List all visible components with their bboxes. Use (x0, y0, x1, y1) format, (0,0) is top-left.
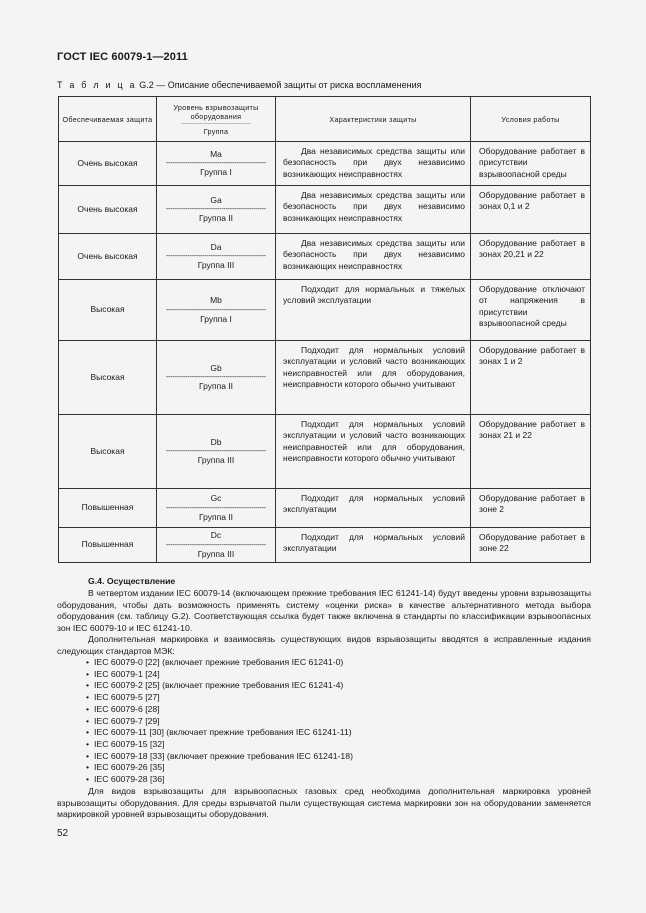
cell-protection: Высокая (59, 341, 157, 415)
level-divider: ----------------------------------------------- (165, 253, 267, 260)
cell-conditions: Оборудование работает в присутствии взрывоопасной среды (471, 142, 591, 186)
cell-protection: Очень высокая (59, 142, 157, 186)
section-title: G.4. Осуществление (88, 576, 176, 586)
level-group: Группа III (197, 455, 235, 465)
standards-list (86, 657, 353, 786)
table-row (59, 234, 591, 280)
section-paragraph-1: В четвертом издании IEC 60079-14 (включающем прежние требования IEC 61241-14) будут введены уровни взрывозащиты оборудования, чтобы дать возможность применять систему «оценки риска» в качестве альтернативного метода выбора оборудования (см. таблицу G.2). Соответствующая ссылка будет также включена в стандарты по классификации взрывоопасных зон IEC 60079-10 и IEC 61241-10. (57, 588, 591, 633)
table-caption-label: Т а б л и ц а (57, 80, 137, 90)
table-row (59, 489, 591, 528)
level-group: Группа II (198, 511, 234, 522)
level-group: Группа I (200, 167, 232, 177)
header-level (157, 97, 276, 142)
level-group: Группа III (197, 548, 235, 559)
header-conditions: Условия работы (471, 97, 591, 142)
level-divider: ----------------------------------------------- (165, 541, 267, 549)
list-item: • IEC 60079-1 [24] (86, 669, 353, 681)
list-item: • IEC 60079-5 [27] (86, 692, 353, 704)
page-number: 52 (57, 828, 69, 839)
document-header: ГОСТ IEC 60079-1—2011 (57, 51, 188, 63)
cell-level (157, 280, 276, 341)
list-item: • IEC 60079-15 [32] (86, 739, 353, 751)
table-row (59, 142, 591, 186)
level-code: Ga (210, 194, 222, 205)
cell-protection: Высокая (59, 280, 157, 341)
level-group: Группа III (197, 260, 235, 270)
level-divider: ----------------------------------------------- (165, 306, 267, 314)
header-level-group: Группа (203, 126, 229, 136)
level-code: Ma (210, 148, 222, 159)
cell-characteristics: Два независимых средства защиты или безопасность при двух независимо возникающих неисправностях (276, 186, 471, 234)
level-code: Da (210, 241, 222, 252)
list-item: • IEC 60079-11 [30] (включает прежние требования IEC 61241-11) (86, 727, 353, 739)
table-row (59, 341, 591, 415)
cell-conditions: Оборудование работает в зонах 21 и 22 (471, 415, 591, 489)
cell-characteristics: Два независимых средства защиты или безопасность при двух независимо возникающих неисправностях (276, 234, 471, 280)
level-divider: ----------------------------------------------- (165, 206, 267, 213)
cell-level (157, 142, 276, 186)
protection-table (58, 96, 591, 563)
list-item: • IEC 60079-28 [36] (86, 774, 353, 786)
cell-level (157, 528, 276, 563)
cell-level (157, 186, 276, 234)
level-group: Группа I (200, 313, 232, 324)
level-group: Группа II (198, 213, 234, 223)
level-code: Gc (210, 493, 222, 504)
level-code: Db (210, 436, 222, 447)
cell-conditions: Оборудование работает в зонах 1 и 2 (471, 341, 591, 415)
cell-protection: Повышенная (59, 489, 157, 528)
cell-characteristics: Подходит для нормальных условий эксплуатации (276, 528, 471, 563)
level-divider: ----------------------------------------------- (165, 504, 267, 512)
header-protection: Обеспечиваемая защита (59, 97, 157, 142)
table-row (59, 186, 591, 234)
cell-protection: Очень высокая (59, 234, 157, 280)
cell-level (157, 341, 276, 415)
cell-conditions: Оборудование работает в зоне 2 (471, 489, 591, 528)
cell-protection: Высокая (59, 415, 157, 489)
cell-level (157, 489, 276, 528)
cell-level (157, 234, 276, 280)
table-row (59, 280, 591, 341)
header-level-separator: ------------------------------------------ (181, 120, 251, 127)
level-group: Группа II (198, 381, 234, 391)
cell-level (157, 415, 276, 489)
table-row (59, 415, 591, 489)
list-item: • IEC 60079-6 [28] (86, 704, 353, 716)
cell-characteristics: Два независимых средства защиты или безопасность при двух независимо возникающих неисправностях (276, 142, 471, 186)
cell-protection: Очень высокая (59, 186, 157, 234)
table-caption (57, 80, 422, 90)
list-item: • IEC 60079-7 [29] (86, 716, 353, 728)
cell-characteristics: Подходит для нормальных и тяжелых условий эксплуатации (276, 280, 471, 341)
cell-characteristics: Подходит для нормальных условий эксплуатации и условий часто возникающих неисправностей или для оборудования, неисправности которого обычно учитывают (276, 415, 471, 489)
section-paragraph-3: Для видов взрывозащиты для взрывоопасных газовых сред необходима дополнительная маркировка уровней взрывозащиты оборудования. Для среды взрывчатой пыли существующая система маркировки зон на оборудовании заменяется маркировкой уровней взрывозащиты оборудования. (57, 786, 591, 820)
table-header-row (59, 97, 591, 142)
table-row (59, 528, 591, 563)
level-divider: ----------------------------------------------- (165, 374, 267, 381)
cell-protection: Повышенная (59, 528, 157, 563)
list-item: • IEC 60079-26 [35] (86, 762, 353, 774)
level-code: Dc (210, 530, 222, 541)
cell-conditions: Оборудование работает в зонах 0,1 и 2 (471, 186, 591, 234)
level-code: Gb (210, 362, 222, 373)
cell-conditions: Оборудование работает в зонах 20,21 и 22 (471, 234, 591, 280)
list-item: • IEC 60079-18 [33] (включает прежние требования IEC 61241-18) (86, 751, 353, 763)
level-code: Mb (210, 295, 222, 306)
cell-conditions: Оборудование отключают от напряжения в присутствии взрывоопасной среды (471, 280, 591, 341)
list-item: • IEC 60079-2 [25] (включает прежние требования IEC 61241-4) (86, 680, 353, 692)
cell-conditions: Оборудование работает в зоне 22 (471, 528, 591, 563)
level-divider: ----------------------------------------------- (165, 160, 267, 167)
header-level-title: Уровень взрывозащиты оборудования (173, 102, 259, 121)
section-paragraph-2: Дополнительная маркировка и взаимосвязь существующих видов взрывозащиты вводятся в исправленные издания следующих стандартов МЭК: (57, 634, 591, 656)
list-item: • IEC 60079-0 [22] (включает прежние требования IEC 61241-0) (86, 657, 353, 669)
header-characteristics: Характеристики защиты (276, 97, 471, 142)
table-caption-text: G.2 — Описание обеспечиваемой защиты от риска воспламенения (136, 80, 422, 90)
level-divider: ----------------------------------------------- (165, 448, 267, 455)
cell-characteristics: Подходит для нормальных условий эксплуатации и условий часто возникающих неисправностей или для оборудования, неисправности которого обычно учитывают (276, 341, 471, 415)
cell-characteristics: Подходит для нормальных условий эксплуатации (276, 489, 471, 528)
